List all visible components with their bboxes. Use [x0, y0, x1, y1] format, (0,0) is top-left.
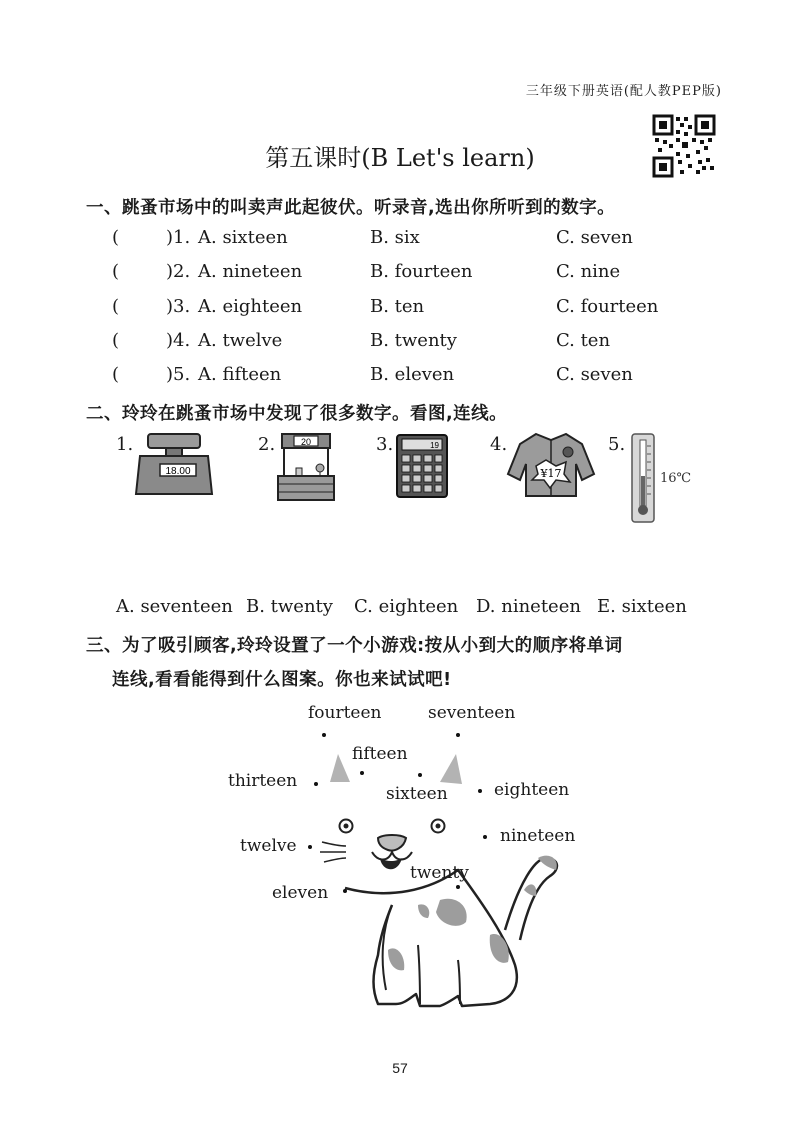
question-number: )1.: [166, 227, 191, 248]
picture-number: 4.: [490, 434, 508, 455]
dot-word-fifteen: fifteen: [352, 744, 408, 764]
cat-whiskers: [320, 842, 346, 862]
cat-spot: [418, 904, 429, 918]
answer-paren[interactable]: (: [112, 364, 120, 385]
dot-word-twenty: twenty: [410, 863, 469, 883]
dot-word-twelve: twelve: [240, 836, 297, 856]
dot-fourteen[interactable]: [322, 733, 326, 737]
temperature-label: 16℃: [660, 471, 692, 486]
scale-readout: 18.00: [165, 466, 191, 477]
option-a: A. eighteen: [198, 296, 303, 317]
dot-twelve[interactable]: [308, 845, 312, 849]
dot-word-eleven: eleven: [272, 883, 329, 903]
question-number: )5.: [166, 364, 191, 385]
option-c: C. seven: [556, 227, 633, 248]
option-b: B. fourteen: [370, 261, 473, 282]
option-a: A. nineteen: [198, 261, 303, 282]
option-c: C. seven: [556, 364, 633, 385]
option-b: B. eleven: [370, 364, 455, 385]
question-number: )2.: [166, 261, 191, 282]
cat-leg-line: [418, 945, 420, 1004]
option-a: A. fifteen: [198, 364, 282, 385]
picture-number: 5.: [608, 434, 626, 455]
cat-tongue: [380, 858, 402, 869]
dot-seventeen[interactable]: [456, 733, 460, 737]
dot-twenty[interactable]: [456, 885, 460, 889]
question-number: )3.: [166, 296, 191, 317]
cat-spot: [490, 934, 509, 963]
section1-heading: 一、跳蚤市场中的叫卖声此起彼伏。听录音,选出你所听到的数字。: [86, 198, 616, 218]
dot-eleven[interactable]: [343, 889, 347, 893]
option-b: B. twenty: [370, 330, 457, 351]
price-tag: ¥17: [540, 467, 562, 480]
picture-number: 2.: [258, 434, 276, 455]
cat-spot: [388, 948, 404, 970]
option-a: A. sixteen: [198, 227, 288, 248]
picture-number: 1.: [116, 434, 134, 455]
answer-paren[interactable]: (: [112, 227, 120, 248]
section3-heading-line2: 连线,看看能得到什么图案。你也来试试吧!: [112, 670, 452, 690]
dot-thirteen[interactable]: [314, 782, 318, 786]
question-number: )4.: [166, 330, 191, 351]
lesson-title: 第五课时(B Let's learn): [265, 144, 535, 172]
match-option: D. nineteen: [476, 596, 581, 617]
answer-paren[interactable]: (: [112, 261, 120, 282]
dot-word-thirteen: thirteen: [228, 771, 298, 791]
dot-word-seventeen: seventeen: [428, 703, 516, 723]
option-a: A. twelve: [198, 330, 283, 351]
cat-right-ear: [440, 754, 462, 784]
cat-spot: [436, 899, 467, 926]
cat-side-outline: [383, 905, 392, 990]
cat-left-ear: [330, 754, 350, 782]
option-c: C. fourteen: [556, 296, 659, 317]
dot-fifteen[interactable]: [360, 771, 364, 775]
section2-heading: 二、玲玲在跳蚤市场中发现了很多数字。看图,连线。: [86, 404, 508, 424]
cat-nose: [378, 835, 406, 851]
option-c: C. nine: [556, 261, 621, 282]
picture-number: 3.: [376, 434, 394, 455]
dot-word-fourteen: fourteen: [308, 703, 382, 723]
match-option: A. seventeen: [116, 596, 233, 617]
cat-mouth: [372, 852, 412, 860]
option-c: C. ten: [556, 330, 611, 351]
page-number: 57: [392, 1060, 408, 1076]
match-option: E. sixteen: [597, 596, 687, 617]
dot-word-eighteen: eighteen: [494, 780, 570, 800]
stall-price: 20: [300, 437, 312, 447]
dot-word-sixteen: sixteen: [386, 784, 448, 804]
section3-heading-line1: 三、为了吸引顾客,玲玲设置了一个小游戏:按从小到大的顺序将单词: [86, 636, 623, 656]
cat-tail: [505, 858, 557, 940]
dot-nineteen[interactable]: [483, 835, 487, 839]
answer-paren[interactable]: (: [112, 296, 120, 317]
calculator-display: 19: [430, 441, 439, 450]
dot-eighteen[interactable]: [478, 789, 482, 793]
dot-word-nineteen: nineteen: [500, 826, 576, 846]
match-option: B. twenty: [246, 596, 333, 617]
option-b: B. ten: [370, 296, 425, 317]
answer-paren[interactable]: (: [112, 330, 120, 351]
option-b: B. six: [370, 227, 420, 248]
book-series-label: 三年级下册英语(配人教PEP版): [525, 84, 722, 99]
dot-sixteen[interactable]: [418, 773, 422, 777]
match-option: C. eighteen: [354, 596, 459, 617]
